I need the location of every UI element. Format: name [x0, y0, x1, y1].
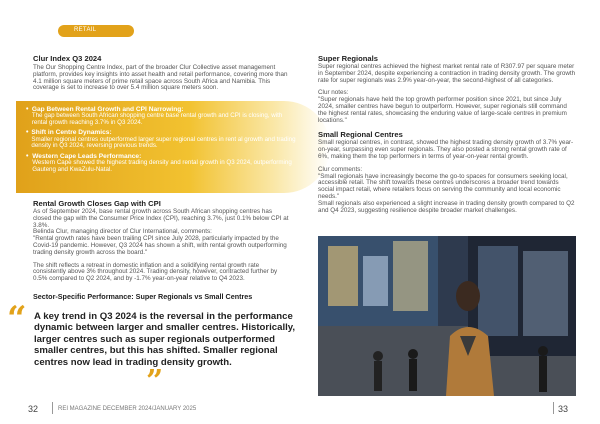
clur-comments-label: Clur comments: — [318, 165, 363, 173]
highlight-item — [26, 153, 296, 173]
bullet-icon: • — [26, 129, 29, 137]
highlight-heading: Shift in Centre Dynamics: — [31, 129, 112, 137]
page-number-left: 32 — [28, 404, 39, 414]
clur-notes-body: "Super regionals have held the top growth performer position since 2021, but since July 2024, smaller centres have begun to outperform. However, super regionals still command the highest rental rates, showcasing the enduring value of large-scale centres in premium locations." — [318, 96, 567, 124]
section-tag: RETAIL — [58, 25, 134, 37]
highlights-list — [26, 106, 296, 176]
highlight-item — [26, 129, 296, 149]
clur-index-section — [33, 54, 289, 92]
shopping-mall-photo — [318, 236, 576, 396]
highlight-item — [26, 106, 296, 126]
rental-heading: Rental Growth Closes Gap with CPI — [33, 199, 161, 208]
highlight-text: Smaller regional centres outperformed larger super regional centres in rent al growth and trading density in Q3 2024, reversing previous trends. — [31, 135, 296, 150]
rental-body-4: The shift reflects a retreat in domestic inflation and a solidifying rental growth rate consistently above 3% throughout 2024. Trading density, however, contracted further by 0.5% compared to Q2 2024, and by -1.7% year-on-year relative to Q4 2023. — [33, 261, 278, 283]
rental-body-3: "Rental growth rates have been trailing CPI since July 2028, particularly impacted by the Covid-19 pandemic. However, Q3 2024 has shown a shift, with rental growth outperforming trading density growth across the board." — [33, 235, 287, 256]
open-quote-icon: “ — [7, 299, 27, 339]
super-regionals-body: Super regional centres achieved the highest market rental rate of R307.97 per square meter in September 2024, despite experiencing a contraction in trading density growth. The growth rate for super regionals was 2.9% year-on-year, the second-highest of all categories. — [318, 63, 576, 84]
index-heading: Clur Index Q3 2024 — [33, 54, 102, 63]
close-quote-icon: ” — [146, 364, 164, 399]
clur-comments-body: "Small regionals have increasingly become the go-to spaces for consumers seeking local, accessible retail. The shift towards these centres underscores a broader trend towards social impact retail, where retailers focus on serving the community and local economic needs." — [318, 172, 568, 200]
rental-body-1: As of September 2024, base rental growth across South African shopping centres has closed the gap with the Consumer Price Index (CPI), reaching 3.7%, just 0.1% below CPI at 3.8%. — [33, 208, 289, 229]
bullet-icon: • — [26, 106, 29, 113]
photo-illustration — [318, 236, 576, 396]
bullet-icon: • — [26, 152, 29, 160]
pull-quote: A key trend in Q3 2024 is the reversal in the performance dynamic between larger and smaller centres. Historically, larger centres such as super regionals outperformed smaller centres, but this has shifted. Smaller regional centres now lead in trading density growth. — [34, 311, 296, 368]
clur-notes-label: Clur notes: — [318, 89, 349, 97]
rental-growth-section — [33, 199, 291, 283]
highlight-text: Western Cape showed the highest trading density and rental growth in Q3 2024, outperforming Gauteng and KwaZulu-Natal. — [32, 158, 292, 173]
index-body: The Our Shopping Centre Index, part of the broader Clur Collective asset management platform, provides key insights into asset health and retail performance, covering more than 4.1 million square meters of prime retail space across South Africa and Namibia. This coverage is set to increase to over 5.4 million square meters soon. — [33, 64, 288, 92]
super-regionals-heading: Super Regionals — [318, 54, 378, 63]
sector-heading: Sector-Specific Performance: Super Regionals vs Small Centres — [33, 292, 253, 301]
small-regional-body-2: Small regionals also experienced a slight increase in trading density growth compared to Q2 and Q4 2023, suggesting resilience despite broader market challenges. — [318, 199, 575, 214]
small-regional-heading: Small Regional Centres — [318, 130, 403, 140]
highlight-heading: Gap Between Rental Growth and CPI Narrowing: — [31, 106, 184, 113]
right-column — [318, 54, 576, 214]
highlight-heading: Western Cape Leads Performance: — [32, 152, 142, 160]
small-regional-body: Small regional centres, in contrast, showed the highest trading density growth of 3.7% year-on-year, surpassing even super regionals. They also posted a strong rental growth rate of 6%, making them the top performers in terms of year-on-year rental growth. — [318, 139, 574, 160]
highlight-text: The gap between South African shopping centre base rental growth and CPI is closing, with rental growth reaching 3.7% in Q3 2024. — [31, 112, 283, 126]
page-number-right: 33 — [558, 404, 569, 414]
rental-body-2: Belinda Clur, managing director of Clur International, comments: — [33, 228, 212, 236]
publication-name: REI MAGAZINE DECEMBER 2024/JANUARY 2025 — [58, 406, 197, 412]
